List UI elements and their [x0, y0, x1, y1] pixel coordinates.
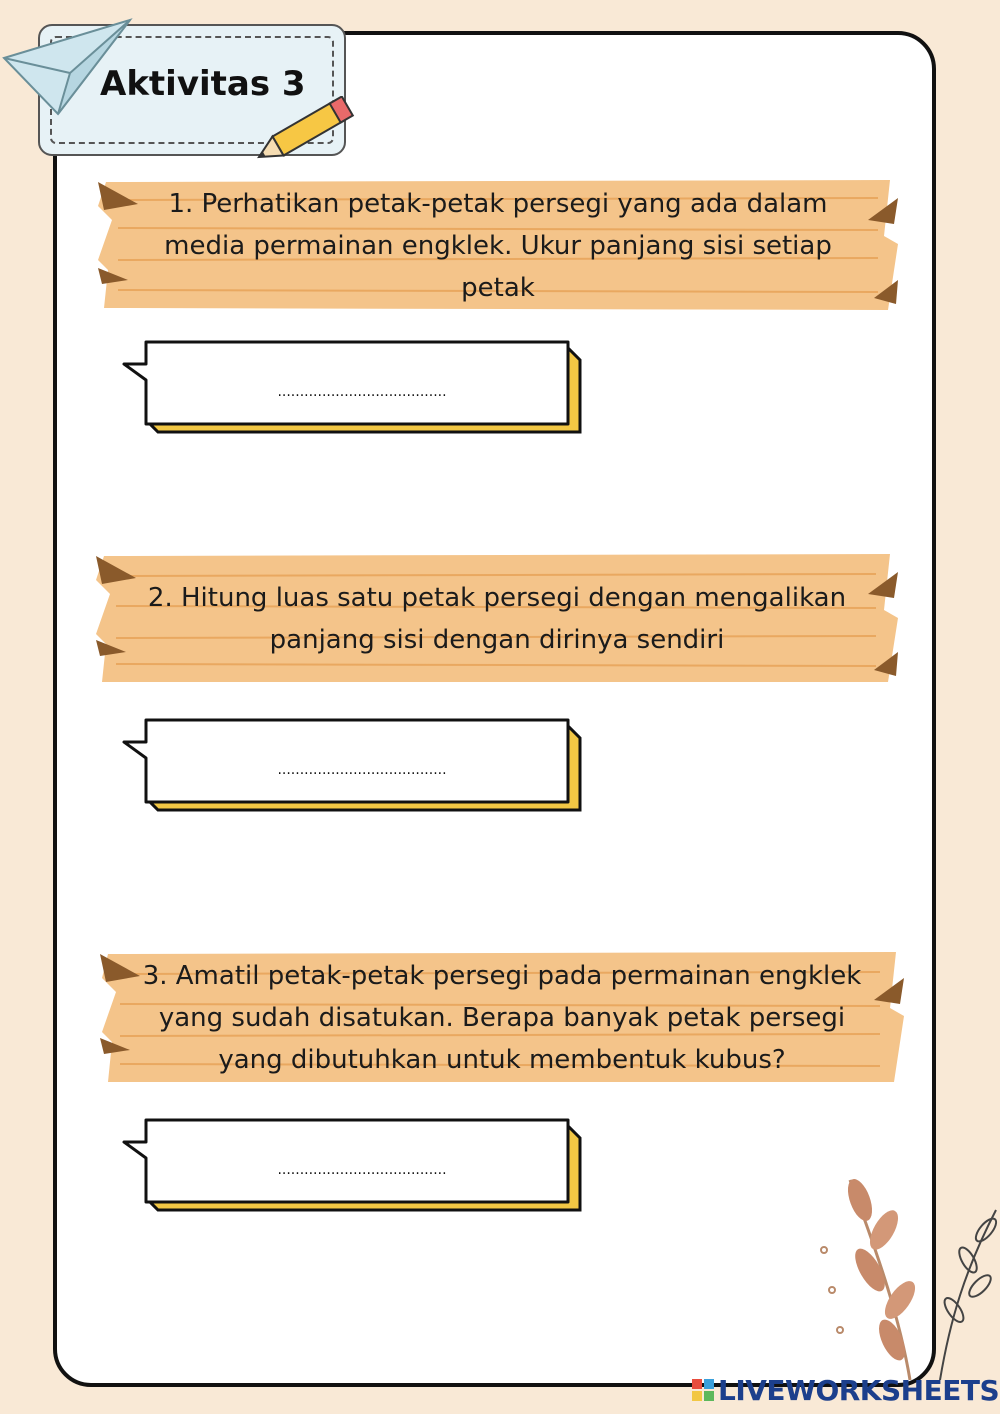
answer-box-2[interactable] [122, 718, 582, 814]
question-2-plank [96, 554, 898, 684]
question-1-plank [98, 180, 898, 312]
answer-2-placeholder: ...................................... [277, 762, 447, 778]
brand-name: LIVEWORKSHEETS [718, 1373, 1000, 1407]
question-2-text: 2. Hitung luas satu petak persegi dengan mengalikan panjang sisi dengan dirinya sendiri [147, 583, 847, 655]
leaf-branch-icon [800, 1160, 1000, 1380]
liveworksheets-brand[interactable] [692, 1372, 1000, 1408]
answer-box-1[interactable] [122, 340, 582, 436]
question-3-plank [100, 952, 904, 1084]
question-3-text: 3. Amatil petak-petak persegi pada permainan engklek yang sudah disatukan. Berapa banyak petak persegi yang dibutuhkan untuk membentuk kubus? [142, 961, 862, 1075]
page-title: Aktivitas 3 [100, 64, 306, 104]
answer-1-placeholder: ...................................... [277, 384, 447, 400]
question-1-text: 1. Perhatikan petak-petak persegi yang ada dalam media permainan engklek. Ukur panjang sisi setiap petak [164, 189, 832, 303]
answer-3-placeholder: ...................................... [277, 1162, 447, 1178]
answer-box-3[interactable] [122, 1118, 582, 1214]
liveworksheets-logo-icon [692, 1379, 714, 1401]
pencil-icon [244, 96, 364, 166]
